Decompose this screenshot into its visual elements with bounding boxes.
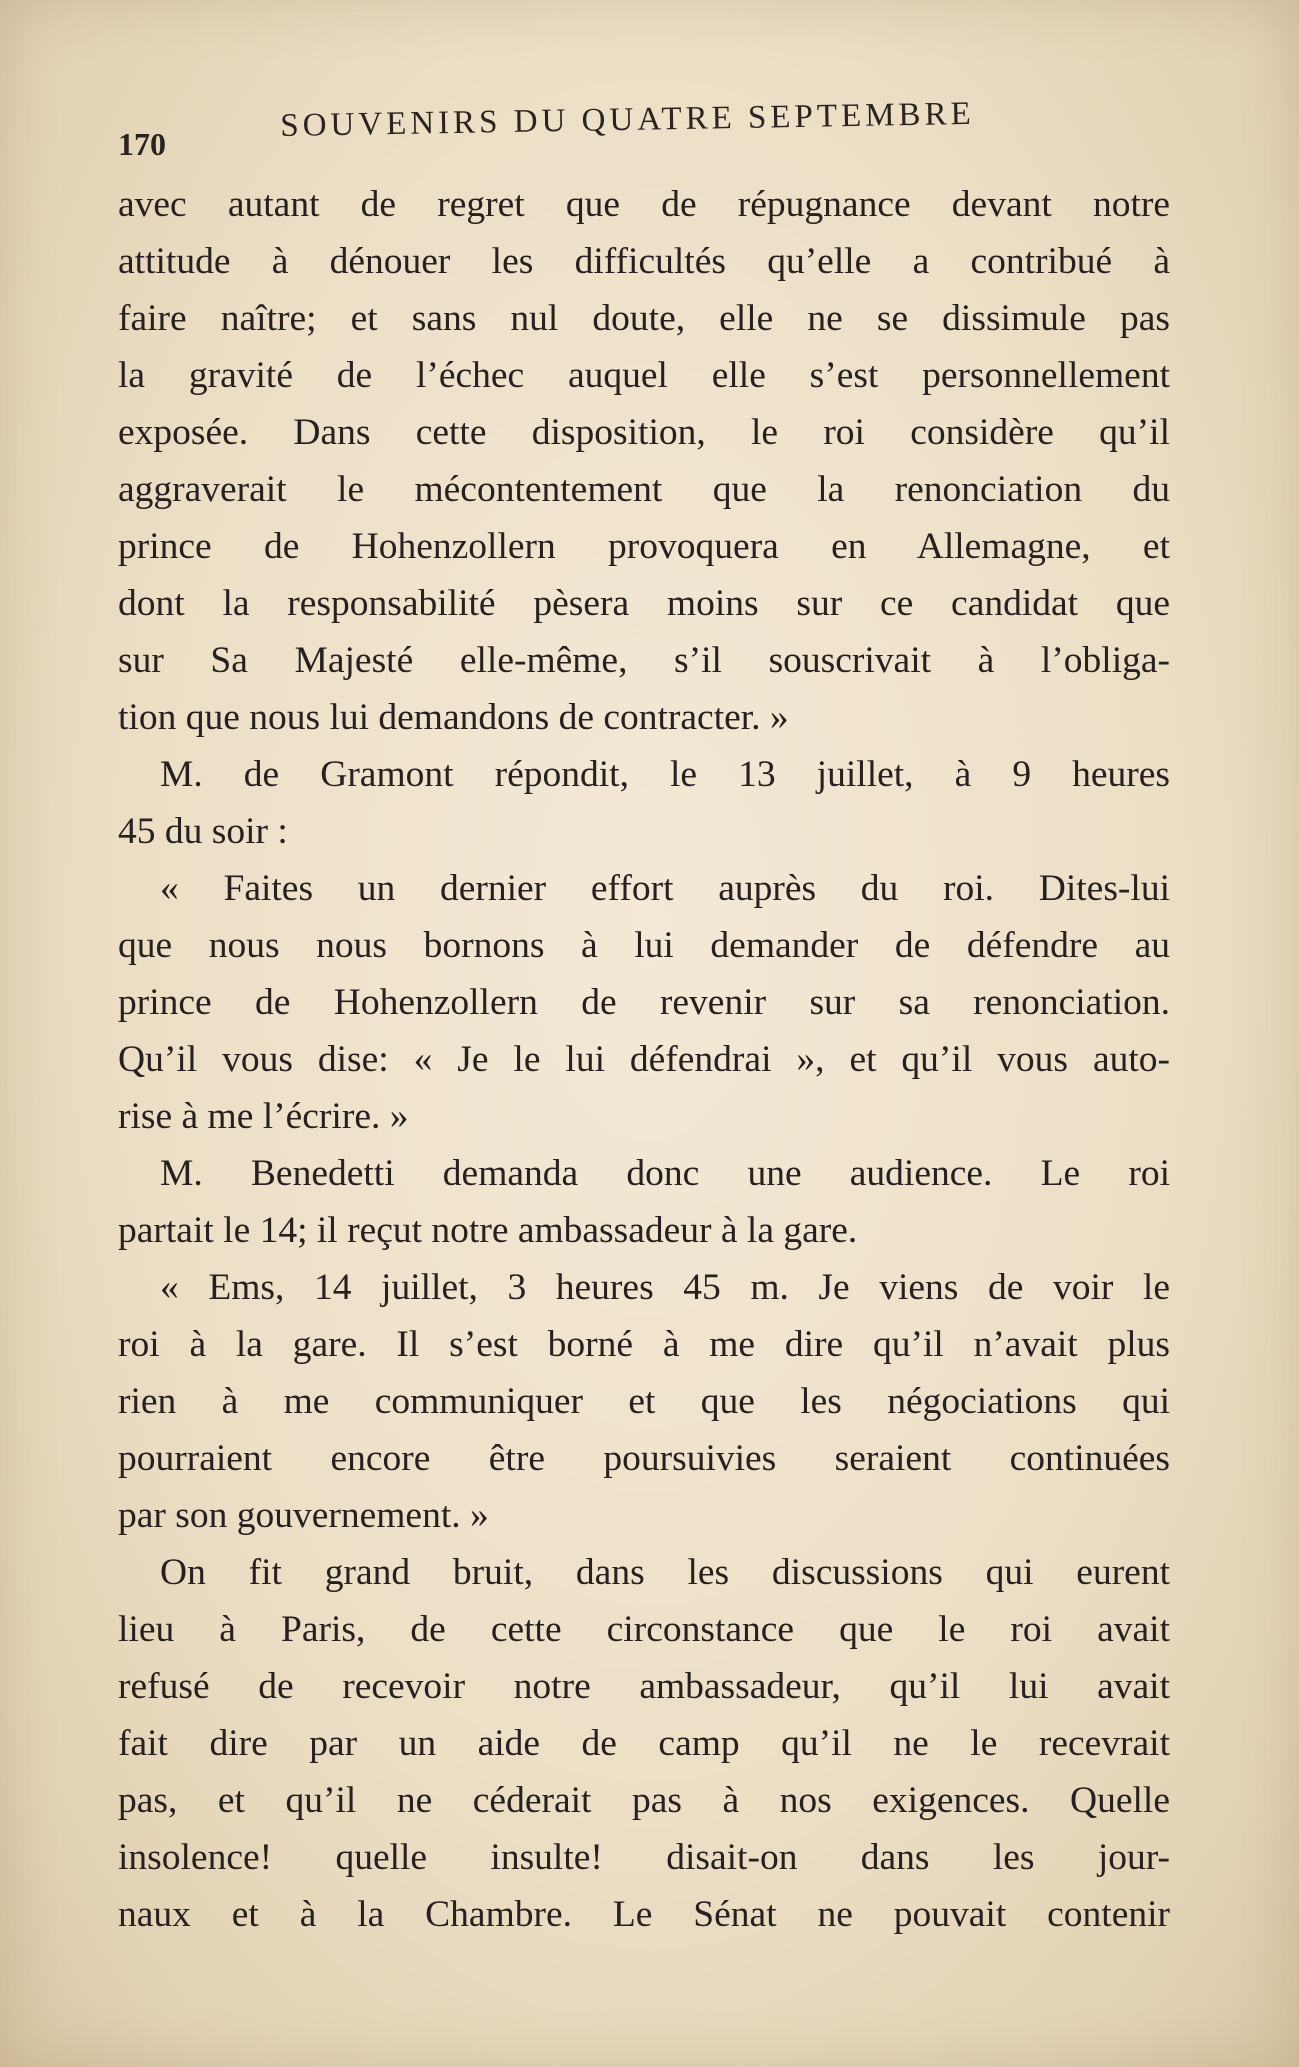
text-line: faire naître; et sans nul doute, elle ne se dissimule pas (118, 298, 1170, 339)
text-line: prince de Hohenzollern de revenir sur sa renonciation. (118, 982, 1170, 1023)
page-header (118, 95, 1170, 164)
text-line: avec autant de regret que de répugnance devant notre (118, 184, 1170, 225)
text-line: sur Sa Majesté elle-même, s’il souscrivait à l’obliga- (118, 640, 1170, 681)
text-line: insolence! quelle insulte! disait-on dans les jour- (118, 1837, 1170, 1878)
text-line: refusé de recevoir notre ambassadeur, qu’il lui avait (118, 1666, 1170, 1707)
text-line: « Faites un dernier effort auprès du roi. Dites-lui (160, 868, 1170, 909)
text-line: 45 du soir : (118, 811, 288, 852)
running-head: SOUVENIRS DU QUATRE SEPTEMBRE (280, 95, 975, 144)
text-line: fait dire par un aide de camp qu’il ne le recevrait (118, 1723, 1170, 1764)
text-line: naux et à la Chambre. Le Sénat ne pouvait contenir (118, 1894, 1170, 1935)
text-line: pas, et qu’il ne céderait pas à nos exigences. Quelle (118, 1780, 1170, 1821)
text-line: rien à me communiquer et que les négociations qui (118, 1381, 1170, 1422)
text-line: exposée. Dans cette disposition, le roi considère qu’il (118, 412, 1170, 453)
text-line: M. Benedetti demanda donc une audience. Le roi (160, 1153, 1170, 1194)
body-text (118, 176, 1170, 1943)
text-line: M. de Gramont répondit, le 13 juillet, à 9 heures (160, 754, 1170, 795)
text-line: On fit grand bruit, dans les discussions qui eurent (160, 1552, 1170, 1593)
text-line: que nous nous bornons à lui demander de défendre au (118, 925, 1170, 966)
text-line: aggraverait le mécontentement que la renonciation du (118, 469, 1170, 510)
text-line: lieu à Paris, de cette circonstance que le roi avait (118, 1609, 1170, 1650)
text-line: partait le 14; il reçut notre ambassadeur à la gare. (118, 1210, 858, 1251)
text-line: dont la responsabilité pèsera moins sur ce candidat que (118, 583, 1170, 624)
text-line: la gravité de l’échec auquel elle s’est personnellement (118, 355, 1170, 396)
page-number: 170 (118, 126, 166, 162)
text-line: roi à la gare. Il s’est borné à me dire qu’il n’avait plus (118, 1324, 1170, 1365)
text-line: attitude à dénouer les difficultés qu’elle a contribué à (118, 241, 1170, 282)
text-line: prince de Hohenzollern provoquera en Allemagne, et (118, 526, 1170, 567)
text-line: tion que nous lui demandons de contracter. » (118, 697, 789, 738)
text-line: pourraient encore être poursuivies seraient continuées (118, 1438, 1170, 1479)
text-line: Qu’il vous dise: « Je le lui défendrai », et qu’il vous auto- (118, 1039, 1170, 1080)
text-line: par son gouvernement. » (118, 1495, 489, 1536)
text-line: « Ems, 14 juillet, 3 heures 45 m. Je viens de voir le (160, 1267, 1170, 1308)
text-line: rise à me l’écrire. » (118, 1096, 409, 1137)
